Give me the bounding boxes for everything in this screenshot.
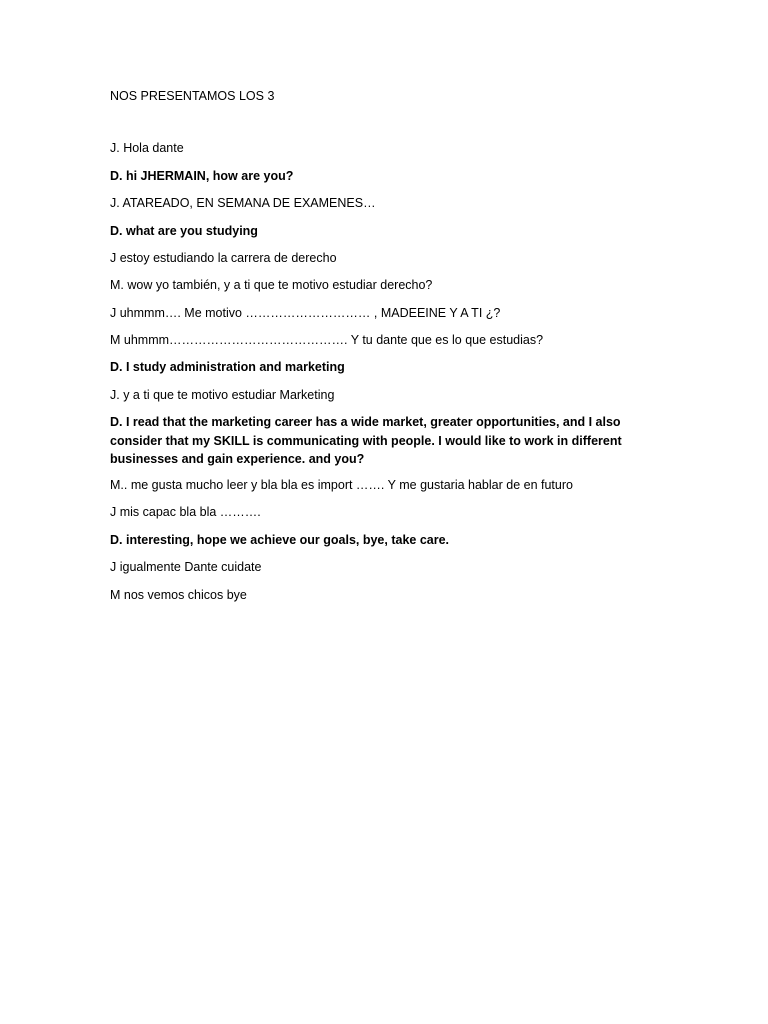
dialogue-line: J mis capac bla bla ………. — [110, 505, 261, 519]
dialogue-line: M uhmmm……………………………………. Y tu dante que es lo que estudias? — [110, 333, 544, 347]
dialogue-line: D. what are you studying — [110, 224, 258, 238]
paragraph-line: D. I read that the marketing career has a wide market, greater opportunities, and I also — [110, 415, 621, 429]
dialogue-line: M. wow yo también, y a ti que te motivo estudiar derecho? — [110, 278, 433, 292]
dialogue-paragraph — [110, 413, 640, 469]
dialogue-line: J. ATAREADO, EN SEMANA DE EXAMENES… — [110, 196, 376, 210]
dialogue-line: M.. me gusta mucho leer y bla bla es import ……. Y me gustaria hablar de en futuro — [110, 478, 573, 492]
dialogue-line: D. I study administration and marketing — [110, 360, 345, 374]
dialogue-line: J igualmente Dante cuidate — [110, 560, 262, 574]
dialogue-line: J uhmmm…. Me motivo ………………………… , MADEEINE Y A TI ¿? — [110, 306, 501, 320]
dialogue-line: J estoy estudiando la carrera de derecho — [110, 251, 337, 265]
paragraph-line: consider that my SKILL is communicating with people. I would like to work in different — [110, 433, 622, 448]
dialogue-line: J. y a ti que te motivo estudiar Marketing — [110, 388, 335, 402]
dialogue-line: J. Hola dante — [110, 141, 184, 155]
document-title: NOS PRESENTAMOS LOS 3 — [110, 89, 275, 103]
dialogue-line: D. hi JHERMAIN, how are you? — [110, 169, 294, 183]
dialogue-line: D. interesting, hope we achieve our goals, bye, take care. — [110, 533, 450, 547]
paragraph-line: businesses and gain experience. and you? — [110, 452, 365, 466]
dialogue-line: M nos vemos chicos bye — [110, 588, 247, 602]
